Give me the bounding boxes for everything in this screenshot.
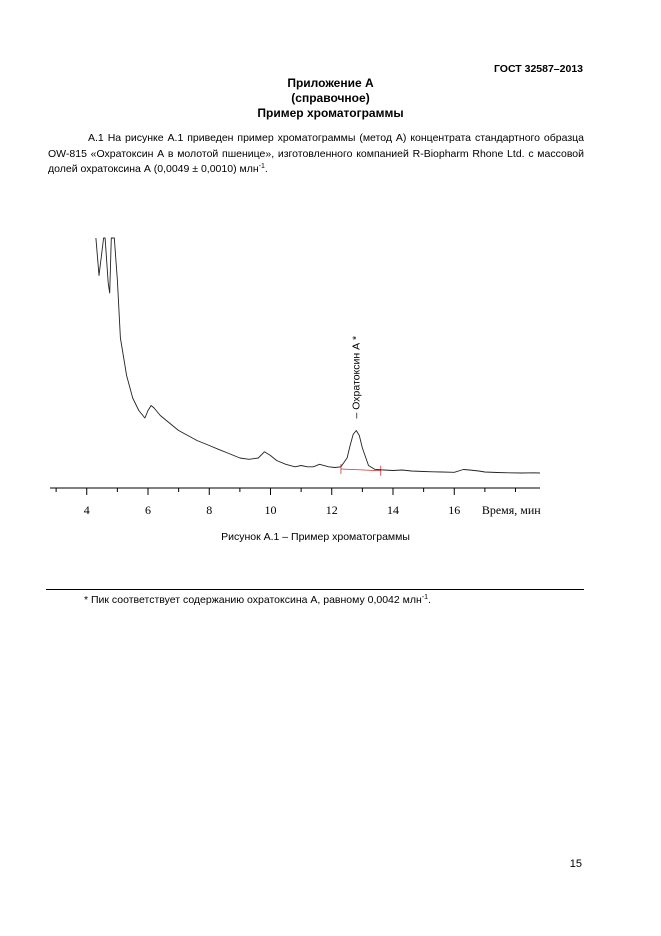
appendix-title-block [0,76,661,121]
chromatogram-line [96,238,540,473]
appendix-title: Приложение А [287,76,374,90]
x-tick-label: 14 [387,503,399,517]
x-tick-label: 12 [325,503,338,517]
x-tick-label: 4 [83,503,90,517]
standard-number: ГОСТ 32587–2013 [493,63,583,75]
chromatogram-chart [40,228,560,528]
paragraph-text: А.1 На рисунке А.1 приведен пример хроматограммы (метод А) концентрата стандартного образца OW-815 «Охратоксин А в молотой пшенице», изготовленного компанией R-Biopharm Rhone Ltd. с массовой долей охратоксина А (0,0049 ± 0,0010) млн [48,132,584,175]
figure-caption: Рисунок А.1 – Пример хроматограммы [221,531,410,543]
x-tick-label: 8 [206,503,213,517]
footnote [84,594,431,606]
paragraph-end: . [264,163,268,175]
footnote-text: * Пик соответствует содержанию охратоксина А, равному 0,0042 млн [84,594,422,606]
footnote-superscript: -1 [421,594,429,601]
x-tick-label: 6 [145,503,151,517]
peak-annotation: – Охратоксин А * [350,335,363,419]
appendix-name: Пример хроматограммы [257,106,404,120]
x-tick-label: 16 [448,503,461,517]
x-axis-label: Время, мин [481,503,541,517]
appendix-kind: (справочное) [291,91,370,105]
page-number: 15 [569,858,582,870]
paragraph-superscript: -1 [258,163,265,170]
x-tick-label: 10 [264,503,277,517]
footnote-end: . [428,594,431,606]
footnote-separator [46,589,584,590]
intro-paragraph [48,131,584,178]
